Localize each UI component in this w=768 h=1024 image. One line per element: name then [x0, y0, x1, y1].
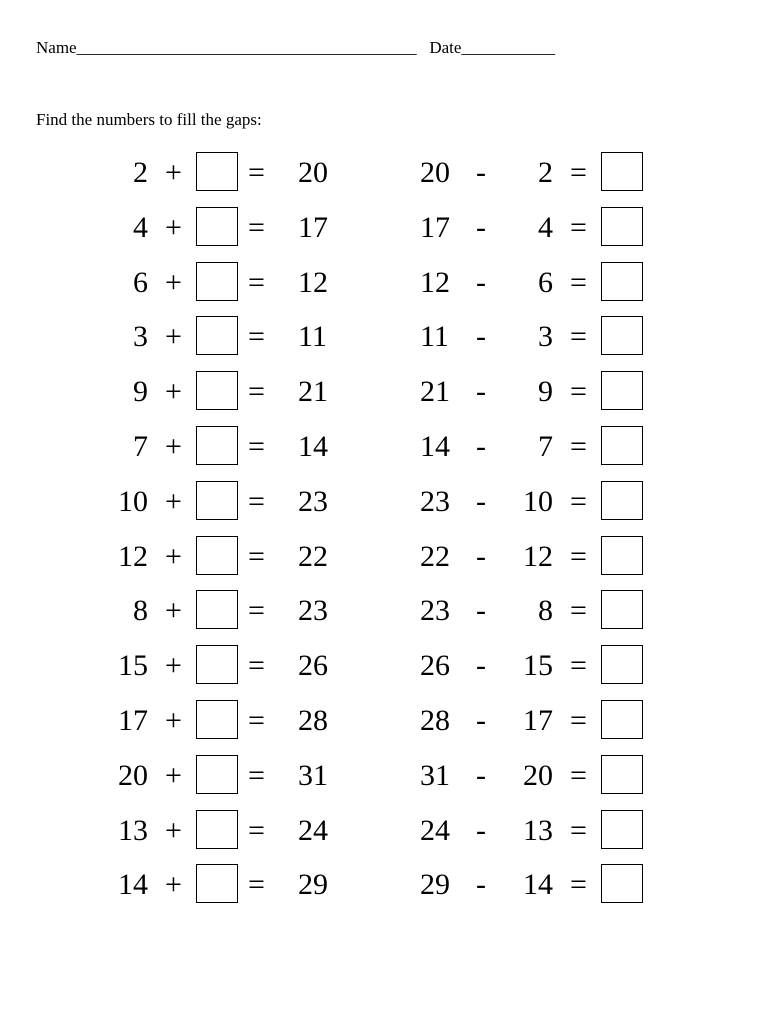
subtraction-minuend: 12 — [420, 265, 450, 299]
subtraction-minuend: 21 — [420, 375, 450, 409]
subtraction-answer-box[interactable] — [601, 590, 643, 629]
addition-answer-box[interactable] — [196, 536, 238, 575]
plus-sign: + — [165, 156, 182, 189]
addition-addend: 9 — [133, 375, 148, 409]
equals-sign: = — [248, 429, 265, 463]
subtraction-subtrahend: 6 — [538, 265, 553, 299]
addition-sum: 23 — [298, 594, 328, 628]
addition-sum: 14 — [298, 429, 328, 463]
subtraction-answer-box[interactable] — [601, 207, 643, 246]
addition-addend: 14 — [118, 868, 148, 902]
problem-row — [0, 862, 768, 917]
plus-sign: + — [165, 868, 182, 902]
subtraction-subtrahend: 4 — [538, 210, 553, 244]
addition-sum: 31 — [298, 758, 328, 792]
problem-list — [0, 150, 768, 917]
plus-sign: + — [165, 594, 182, 628]
addition-answer-box[interactable] — [196, 864, 238, 903]
equals-sign: = — [248, 265, 265, 299]
problem-row — [0, 369, 768, 424]
instructions: Find the numbers to fill the gaps: — [36, 110, 262, 129]
plus-sign: + — [165, 375, 182, 409]
subtraction-minuend: 14 — [420, 429, 450, 463]
equals-sign: = — [570, 649, 587, 683]
addition-sum: 28 — [298, 703, 328, 737]
subtraction-subtrahend: 13 — [523, 813, 553, 847]
subtraction-minuend: 22 — [420, 539, 450, 573]
date-line[interactable]: ___________ — [461, 38, 555, 57]
problem-row — [0, 643, 768, 698]
equals-sign: = — [570, 320, 587, 354]
plus-sign: + — [165, 649, 182, 683]
equals-sign: = — [248, 156, 265, 189]
equals-sign: = — [248, 758, 265, 792]
minus-sign: - — [476, 868, 486, 902]
equals-sign: = — [248, 649, 265, 683]
plus-sign: + — [165, 320, 182, 354]
subtraction-answer-box[interactable] — [601, 810, 643, 849]
addition-addend: 6 — [133, 265, 148, 299]
addition-addend: 4 — [133, 210, 148, 244]
equals-sign: = — [570, 210, 587, 244]
subtraction-minuend: 17 — [420, 210, 450, 244]
equals-sign: = — [248, 594, 265, 628]
equals-sign: = — [248, 813, 265, 847]
equals-sign: = — [248, 484, 265, 518]
equals-sign: = — [570, 868, 587, 902]
plus-sign: + — [165, 210, 182, 244]
plus-sign: + — [165, 265, 182, 299]
header — [36, 38, 555, 58]
subtraction-minuend: 20 — [420, 156, 450, 189]
problem-row — [0, 424, 768, 479]
name-line[interactable]: ________________________________________ — [76, 38, 417, 57]
addition-answer-box[interactable] — [196, 316, 238, 355]
addition-answer-box[interactable] — [196, 481, 238, 520]
problem-row — [0, 314, 768, 369]
subtraction-answer-box[interactable] — [601, 536, 643, 575]
equals-sign: = — [248, 320, 265, 354]
minus-sign: - — [476, 649, 486, 683]
minus-sign: - — [476, 484, 486, 518]
addition-answer-box[interactable] — [196, 810, 238, 849]
addition-addend: 17 — [118, 703, 148, 737]
addition-addend: 10 — [118, 484, 148, 518]
subtraction-subtrahend: 20 — [523, 758, 553, 792]
addition-answer-box[interactable] — [196, 645, 238, 684]
minus-sign: - — [476, 539, 486, 573]
plus-sign: + — [165, 429, 182, 463]
addition-answer-box[interactable] — [196, 152, 238, 191]
subtraction-minuend: 31 — [420, 758, 450, 792]
equals-sign: = — [570, 429, 587, 463]
equals-sign: = — [248, 210, 265, 244]
addition-sum: 26 — [298, 649, 328, 683]
addition-sum: 24 — [298, 813, 328, 847]
minus-sign: - — [476, 375, 486, 409]
addition-sum: 29 — [298, 868, 328, 902]
addition-answer-box[interactable] — [196, 700, 238, 739]
minus-sign: - — [476, 210, 486, 244]
subtraction-subtrahend: 15 — [523, 649, 553, 683]
minus-sign: - — [476, 758, 486, 792]
addition-sum: 12 — [298, 265, 328, 299]
problem-row — [0, 260, 768, 315]
subtraction-minuend: 23 — [420, 594, 450, 628]
addition-answer-box[interactable] — [196, 262, 238, 301]
problem-row — [0, 479, 768, 534]
subtraction-answer-box[interactable] — [601, 316, 643, 355]
addition-sum: 11 — [298, 320, 327, 354]
equals-sign: = — [570, 265, 587, 299]
date-label: Date — [429, 38, 462, 57]
problem-row — [0, 808, 768, 863]
equals-sign: = — [570, 813, 587, 847]
minus-sign: - — [476, 156, 486, 189]
minus-sign: - — [476, 703, 486, 737]
subtraction-answer-box[interactable] — [601, 262, 643, 301]
subtraction-answer-box[interactable] — [601, 755, 643, 794]
equals-sign: = — [570, 484, 587, 518]
addition-answer-box[interactable] — [196, 426, 238, 465]
subtraction-minuend: 23 — [420, 484, 450, 518]
equals-sign: = — [570, 156, 587, 189]
problem-row — [0, 150, 768, 205]
addition-sum: 22 — [298, 539, 328, 573]
subtraction-subtrahend: 14 — [523, 868, 553, 902]
subtraction-answer-box[interactable] — [601, 645, 643, 684]
equals-sign: = — [570, 375, 587, 409]
addition-addend: 2 — [133, 156, 148, 189]
subtraction-answer-box[interactable] — [601, 864, 643, 903]
addition-sum: 17 — [298, 210, 328, 244]
subtraction-subtrahend: 12 — [523, 539, 553, 573]
equals-sign: = — [570, 758, 587, 792]
subtraction-minuend: 29 — [420, 868, 450, 902]
plus-sign: + — [165, 703, 182, 737]
subtraction-answer-box[interactable] — [601, 371, 643, 410]
plus-sign: + — [165, 758, 182, 792]
addition-addend: 15 — [118, 649, 148, 683]
plus-sign: + — [165, 484, 182, 518]
subtraction-subtrahend: 10 — [523, 484, 553, 518]
problem-row — [0, 534, 768, 589]
equals-sign: = — [248, 375, 265, 409]
subtraction-minuend: 11 — [420, 320, 449, 354]
addition-sum: 21 — [298, 375, 328, 409]
addition-addend: 20 — [118, 758, 148, 792]
addition-addend: 3 — [133, 320, 148, 354]
equals-sign: = — [570, 594, 587, 628]
minus-sign: - — [476, 813, 486, 847]
minus-sign: - — [476, 594, 486, 628]
subtraction-minuend: 24 — [420, 813, 450, 847]
plus-sign: + — [165, 813, 182, 847]
minus-sign: - — [476, 265, 486, 299]
minus-sign: - — [476, 320, 486, 354]
addition-answer-box[interactable] — [196, 207, 238, 246]
subtraction-minuend: 28 — [420, 703, 450, 737]
addition-answer-box[interactable] — [196, 371, 238, 410]
addition-answer-box[interactable] — [196, 590, 238, 629]
addition-answer-box[interactable] — [196, 755, 238, 794]
problem-row — [0, 753, 768, 808]
subtraction-subtrahend: 17 — [523, 703, 553, 737]
addition-addend: 8 — [133, 594, 148, 628]
plus-sign: + — [165, 539, 182, 573]
problem-row — [0, 205, 768, 260]
addition-sum: 20 — [298, 156, 328, 189]
addition-sum: 23 — [298, 484, 328, 518]
equals-sign: = — [570, 703, 587, 737]
subtraction-answer-box[interactable] — [601, 426, 643, 465]
subtraction-subtrahend: 2 — [538, 156, 553, 189]
problem-row — [0, 698, 768, 753]
subtraction-minuend: 26 — [420, 649, 450, 683]
equals-sign: = — [570, 539, 587, 573]
addition-addend: 13 — [118, 813, 148, 847]
subtraction-answer-box[interactable] — [601, 152, 643, 191]
subtraction-subtrahend: 3 — [538, 320, 553, 354]
addition-addend: 12 — [118, 539, 148, 573]
equals-sign: = — [248, 703, 265, 737]
equals-sign: = — [248, 868, 265, 902]
equals-sign: = — [248, 539, 265, 573]
subtraction-subtrahend: 7 — [538, 429, 553, 463]
problem-row — [0, 588, 768, 643]
addition-addend: 7 — [133, 429, 148, 463]
name-label: Name — [36, 38, 77, 57]
minus-sign: - — [476, 429, 486, 463]
subtraction-subtrahend: 8 — [538, 594, 553, 628]
subtraction-subtrahend: 9 — [538, 375, 553, 409]
subtraction-answer-box[interactable] — [601, 481, 643, 520]
subtraction-answer-box[interactable] — [601, 700, 643, 739]
